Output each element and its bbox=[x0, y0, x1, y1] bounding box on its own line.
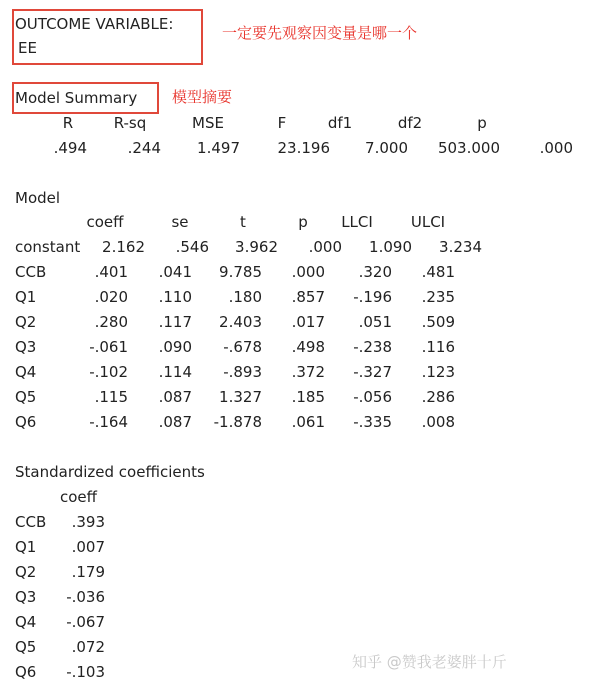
model-cell: .235 bbox=[421, 288, 455, 306]
model-cell: .087 bbox=[158, 413, 192, 431]
summary-value-cell: .494 bbox=[53, 139, 87, 157]
summary-header-cell: df1 bbox=[327, 114, 353, 132]
model-cell: .857 bbox=[291, 288, 325, 306]
model-row-label: Q6 bbox=[15, 413, 37, 431]
model-header-cell: p bbox=[298, 213, 308, 231]
model-cell: -.678 bbox=[223, 338, 262, 356]
model-cell: -1.878 bbox=[213, 413, 262, 431]
model-cell: .546 bbox=[175, 238, 209, 256]
summary-header-cell: MSE bbox=[192, 114, 224, 132]
standardized-row-label: Q4 bbox=[15, 613, 37, 631]
model-cell: .280 bbox=[94, 313, 128, 331]
watermark: 知乎 @赞我老婆胖十斤 bbox=[352, 653, 507, 671]
outcome-value: EE bbox=[18, 39, 37, 57]
model-cell: .110 bbox=[158, 288, 192, 306]
model-cell: .000 bbox=[291, 263, 325, 281]
model-cell: -.238 bbox=[353, 338, 392, 356]
standardized-row-label: Q6 bbox=[15, 663, 37, 681]
outcome-annotation: 一定要先观察因变量是哪一个 bbox=[222, 24, 418, 42]
summary-value-cell: .000 bbox=[539, 139, 573, 157]
model-cell: 1.090 bbox=[369, 238, 412, 256]
standardized-row-label: Q5 bbox=[15, 638, 37, 656]
standardized-row-label: CCB bbox=[15, 513, 47, 531]
model-cell: -.196 bbox=[353, 288, 392, 306]
model-cell: 1.327 bbox=[219, 388, 262, 406]
model-cell: 2.403 bbox=[219, 313, 262, 331]
model-row-label: Q5 bbox=[15, 388, 37, 406]
summary-header-cell: R-sq bbox=[113, 114, 147, 132]
model-cell: .090 bbox=[158, 338, 192, 356]
model-row-label: Q3 bbox=[15, 338, 37, 356]
standardized-value: -.036 bbox=[66, 588, 105, 606]
model-cell: .116 bbox=[421, 338, 455, 356]
model-cell: .320 bbox=[358, 263, 392, 281]
model-cell: .509 bbox=[421, 313, 455, 331]
summary-header-cell: df2 bbox=[397, 114, 423, 132]
summary-header-cell: p bbox=[477, 114, 487, 132]
standardized-value: -.103 bbox=[66, 663, 105, 681]
standardized-value: -.067 bbox=[66, 613, 105, 631]
model-row-label: Q4 bbox=[15, 363, 37, 381]
summary-title: Model Summary bbox=[15, 89, 138, 107]
model-cell: .401 bbox=[94, 263, 128, 281]
model-cell: .008 bbox=[421, 413, 455, 431]
model-cell: .041 bbox=[158, 263, 192, 281]
summary-value-cell: 503.000 bbox=[437, 139, 500, 157]
model-cell: .481 bbox=[421, 263, 455, 281]
summary-header-cell: R bbox=[62, 114, 74, 132]
standardized-row-label: Q2 bbox=[15, 563, 37, 581]
model-cell: .117 bbox=[158, 313, 192, 331]
summary-annotation: 模型摘要 bbox=[172, 88, 233, 106]
summary-value-cell: .244 bbox=[127, 139, 161, 157]
model-cell: 2.162 bbox=[102, 238, 145, 256]
model-cell: -.893 bbox=[223, 363, 262, 381]
model-cell: -.102 bbox=[89, 363, 128, 381]
model-row-label: CCB bbox=[15, 263, 47, 281]
model-row-label: constant bbox=[15, 238, 81, 256]
summary-value-cell: 23.196 bbox=[277, 139, 330, 157]
model-cell: -.056 bbox=[353, 388, 392, 406]
model-cell: .017 bbox=[291, 313, 325, 331]
summary-value-cell: 7.000 bbox=[365, 139, 408, 157]
model-header-cell: t bbox=[240, 213, 246, 231]
summary-header-cell: F bbox=[277, 114, 287, 132]
model-cell: .000 bbox=[308, 238, 342, 256]
standardized-row-label: Q1 bbox=[15, 538, 37, 556]
standardized-value: .072 bbox=[71, 638, 105, 656]
model-cell: 3.962 bbox=[235, 238, 278, 256]
standardized-value: .393 bbox=[71, 513, 105, 531]
standardized-row-label: Q3 bbox=[15, 588, 37, 606]
model-cell: .051 bbox=[358, 313, 392, 331]
standardized-value: .179 bbox=[71, 563, 105, 581]
model-header-cell: ULCI bbox=[410, 213, 446, 231]
model-header-cell: coeff bbox=[86, 213, 124, 231]
model-cell: -.335 bbox=[353, 413, 392, 431]
model-cell: .087 bbox=[158, 388, 192, 406]
model-header-cell: se bbox=[171, 213, 189, 231]
model-cell: .020 bbox=[94, 288, 128, 306]
model-cell: 9.785 bbox=[219, 263, 262, 281]
standardized-header-coeff: coeff bbox=[60, 488, 97, 506]
standardized-title: Standardized coefficients bbox=[15, 463, 205, 481]
outcome-label: OUTCOME VARIABLE: bbox=[15, 15, 174, 33]
model-cell: .180 bbox=[228, 288, 262, 306]
summary-value-cell: 1.497 bbox=[197, 139, 240, 157]
model-cell: -.327 bbox=[353, 363, 392, 381]
model-row-label: Q2 bbox=[15, 313, 37, 331]
model-cell: -.061 bbox=[89, 338, 128, 356]
model-cell: .498 bbox=[291, 338, 325, 356]
model-cell: -.164 bbox=[89, 413, 128, 431]
standardized-value: .007 bbox=[71, 538, 105, 556]
model-header-cell: LLCI bbox=[341, 213, 373, 231]
model-cell: .123 bbox=[421, 363, 455, 381]
model-title: Model bbox=[15, 189, 61, 207]
model-cell: .286 bbox=[421, 388, 455, 406]
model-cell: .372 bbox=[291, 363, 325, 381]
model-cell: .115 bbox=[94, 388, 128, 406]
model-cell: .114 bbox=[158, 363, 192, 381]
model-row-label: Q1 bbox=[15, 288, 37, 306]
model-cell: .061 bbox=[291, 413, 325, 431]
model-cell: 3.234 bbox=[439, 238, 482, 256]
model-cell: .185 bbox=[291, 388, 325, 406]
